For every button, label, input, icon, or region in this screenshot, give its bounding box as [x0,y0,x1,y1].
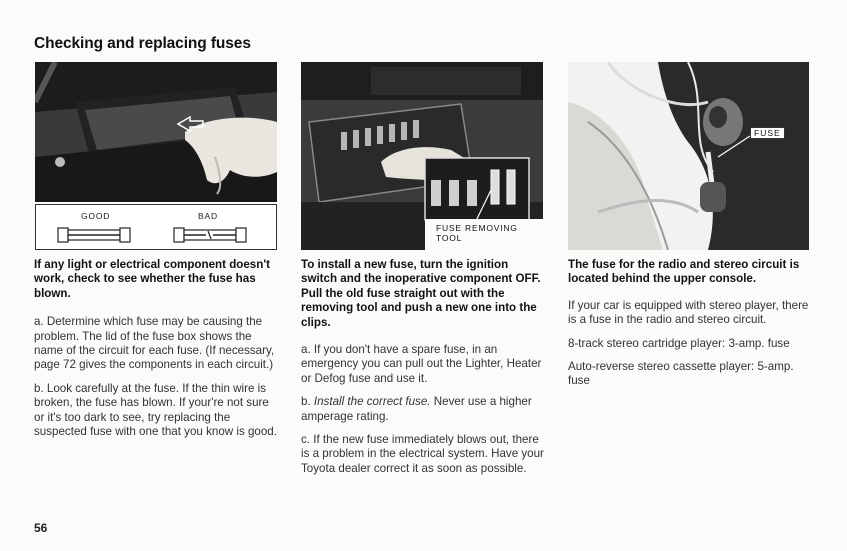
column-2-heading: To install a new fuse, turn the ignition switch and the inoperative component OFF. Pull the old fuse straight out with the removing tool and push a new one into the clips. [301,258,541,329]
bad-fuse-icon [174,228,246,242]
column-1-heading: If any light or electrical component doesn't work, check to see whether the fuse has blown. [34,258,270,300]
column-3-heading: The fuse for the radio and stereo circuit is located behind the upper console. [568,258,800,286]
text-column-1 [34,258,278,448]
column-1-step-a: a. Determine which fuse may be causing the problem. The lid of the fuse box shows the name of the circuit for each fuse. (If necessary, page 72 gives the components in each circuit.) [34,315,275,372]
column-3-paragraph-2: 8-track stereo cartridge player: 3-amp. fuse [568,336,790,350]
page-title: Checking and replacing fuses [34,35,251,52]
text-column-2 [301,258,545,485]
bad-label: BAD [198,211,218,221]
fuse-box-lid-photo [35,62,277,202]
column-2-step-a: a. If you don't have a spare fuse, in an emergency you can pull out the Lighter, Heater or Defog fuse and use it. [301,343,542,385]
column-3-paragraph-3: Auto-reverse stereo cassette player: 5-amp. fuse [568,360,794,388]
column-1-step-b: b. Look carefully at the fuse. If the thin wire is broken, the fuse has blown. If your're not sure or it's too dark to see, try replacing the suspected fuse with one that you know is good. [34,381,277,439]
fuse-comparison-diagram [35,204,277,250]
fuse-removing-tool-label: FUSE REMOVING TOOL [436,223,518,243]
fuse-callout-label: FUSE [750,127,785,139]
good-label: GOOD [81,211,111,221]
radio-fuse-photo [568,62,809,250]
good-fuse-icon [58,228,130,242]
page-number: 56 [34,521,48,535]
fuse-panel-photo [301,62,543,250]
column-2-step-b: b. Install the correct fuse. Never use a higher amperage rating. [301,395,532,423]
column-3-paragraph-1: If your car is equipped with stereo player, there is a fuse in the radio and stereo circuit. [568,298,809,327]
column-2-step-c: c. If the new fuse immediately blows out, there is a problem in the electrical system. Have your Toyota dealer correct it as soon as possible. [301,433,544,475]
text-column-3 [568,258,812,398]
